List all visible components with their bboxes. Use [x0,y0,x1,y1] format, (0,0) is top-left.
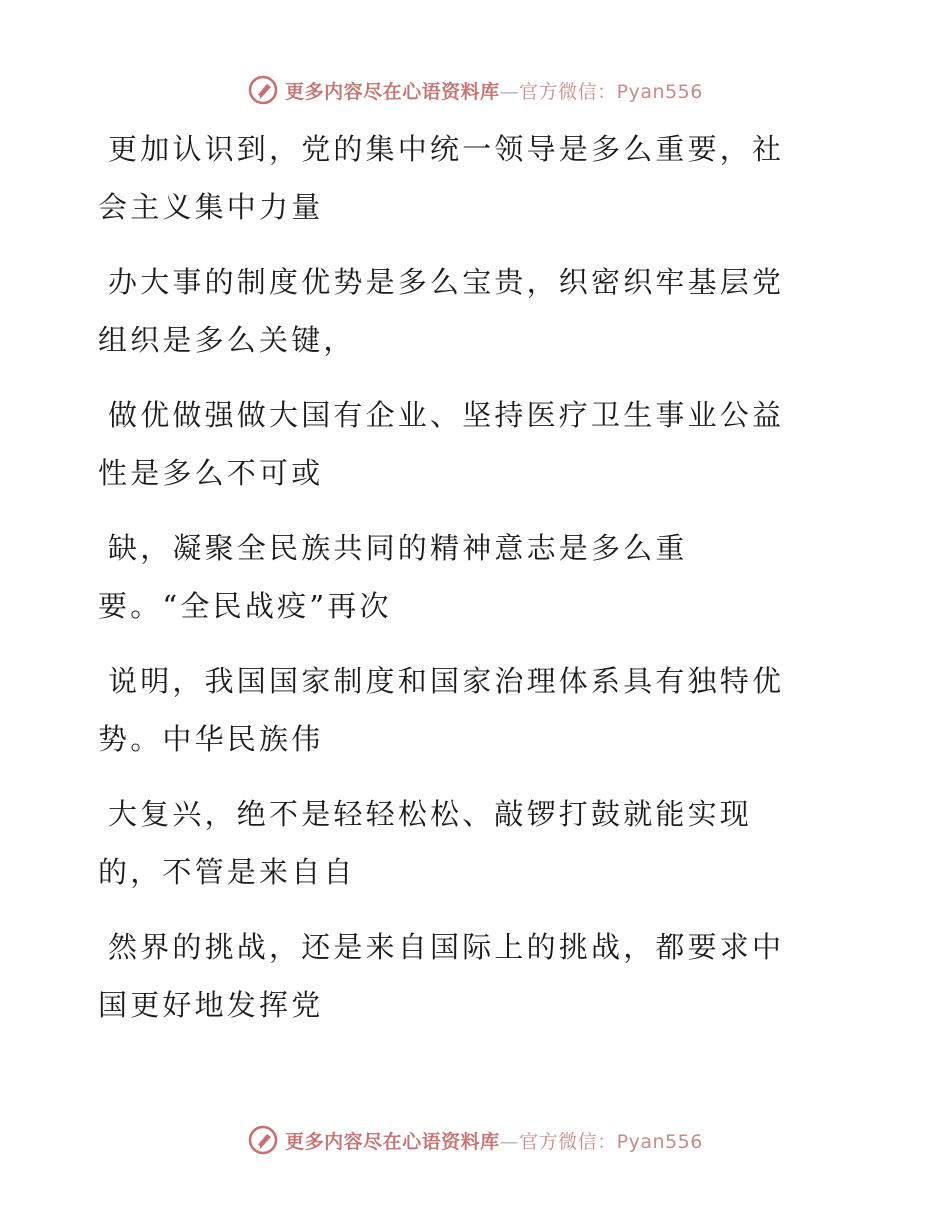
paragraph-line: 大复兴，绝不是轻轻松松、敲锣打鼓就能实现 [108,797,753,831]
paragraph-line: 国更好地发挥党 [98,988,324,1022]
watermark-suffix: 官方微信：Pyan556 [519,80,703,103]
paragraph-line: 然界的挑战，还是来自国际上的挑战，都要求中 [108,930,785,964]
paragraph-line: 组织是多么关键， [98,323,356,357]
paragraph-line: 说明，我国国家制度和国家治理体系具有独特优 [108,664,785,698]
paragraph-line: 做优做强做大国有企业、坚持医疗卫生事业公益 [108,398,785,432]
pen-nib-logo-icon [247,1124,279,1156]
paragraph-line: 性是多么不可或 [98,456,324,490]
paragraph-line: 势。中华民族伟 [98,722,324,756]
paragraph-line: 要。“全民战疫”再次 [98,589,392,623]
paragraph [98,120,838,236]
paragraph-line: 会主义集中力量 [98,190,324,224]
paragraph [98,652,838,768]
pen-nib-logo-icon [247,74,279,106]
document-body [98,120,838,1051]
footer-watermark [0,1120,950,1160]
paragraph [98,785,838,901]
paragraph [98,918,838,1034]
watermark-suffix: 官方微信：Pyan556 [519,1130,703,1153]
watermark-separator: — [499,1130,520,1153]
watermark-separator: — [499,80,520,103]
paragraph-line: 缺，凝聚全民族共同的精神意志是多么重 [108,531,688,565]
header-watermark [0,70,950,110]
watermark-brand: 更多内容尽在心语资料库 [285,80,500,103]
watermark-text [285,1127,703,1154]
paragraph-line: 办大事的制度优势是多么宝贵，织密织牢基层党 [108,265,785,299]
paragraph-line: 的，不管是来自自 [98,855,356,889]
paragraph [98,386,838,502]
paragraph [98,253,838,369]
paragraph-line: 更加认识到，党的集中统一领导是多么重要，社 [108,132,785,166]
paragraph [98,519,838,635]
watermark-brand: 更多内容尽在心语资料库 [285,1130,500,1153]
watermark-text [285,77,703,104]
